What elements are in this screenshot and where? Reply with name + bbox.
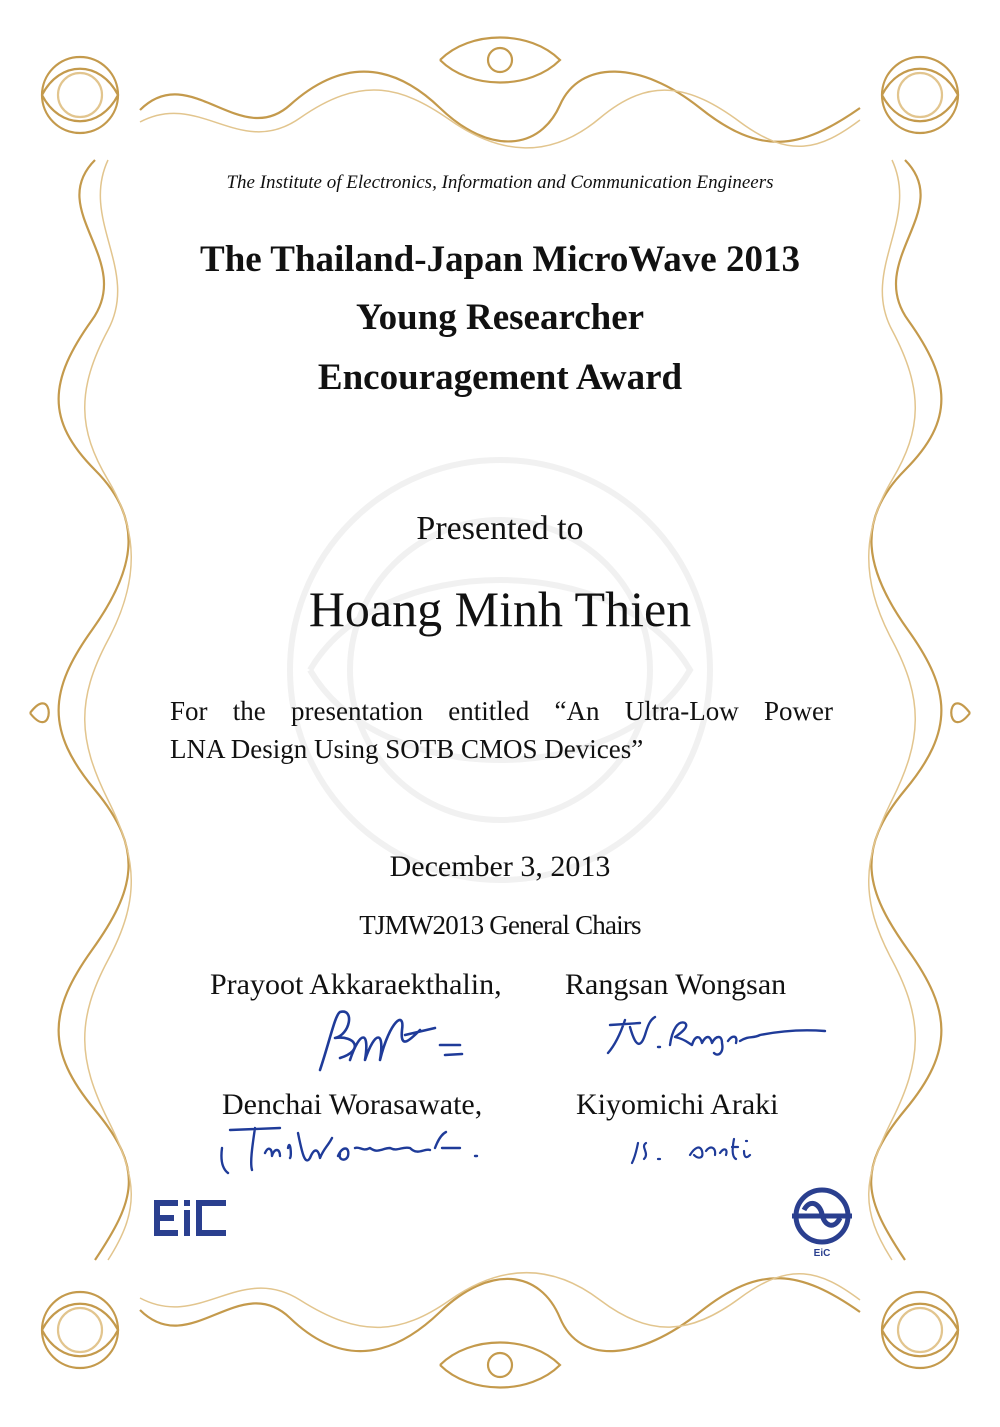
signature-kiyomichi — [620, 1125, 770, 1170]
presentation-line-2: LNA Design Using SOTB CMOS Devices” — [170, 734, 644, 764]
chair-name-1: Prayoot Akkaraekthalin, — [210, 968, 502, 1001]
institute-name: The Institute of Electronics, Information and Communication Engineers — [226, 172, 774, 193]
presentation-line-1: For the presentation entitled “An Ultra-Low Power — [170, 696, 833, 726]
award-title-line-3: Encouragement Award — [317, 357, 683, 398]
signature-denchai — [210, 1118, 510, 1178]
watermark-emblem — [230, 440, 770, 900]
award-title-line-1: The Thailand-Japan MicroWave 2013 — [200, 239, 800, 280]
chairs-heading: TJMW2013 General Chairs — [359, 910, 641, 940]
presented-to-label: Presented to — [416, 510, 584, 547]
signature-rangsan — [600, 1005, 830, 1060]
recipient-name: Hoang Minh Thien — [308, 581, 692, 637]
eic-logo-left-mark — [152, 1192, 230, 1244]
eic-logo-right — [782, 1182, 862, 1262]
eic-logo-left — [152, 1192, 230, 1244]
award-title-line-2: Young Researcher — [355, 297, 645, 338]
award-date: December 3, 2013 — [389, 850, 611, 883]
signature-prayoot — [310, 1000, 480, 1080]
chair-name-2: Rangsan Wongsan — [565, 968, 787, 1001]
eic-logo-right-mark — [782, 1182, 862, 1262]
chair-name-3: Denchai Worasawate, — [222, 1088, 483, 1121]
chair-name-4: Kiyomichi Araki — [576, 1088, 779, 1121]
svg-text:EiC: EiC — [813, 1248, 831, 1259]
